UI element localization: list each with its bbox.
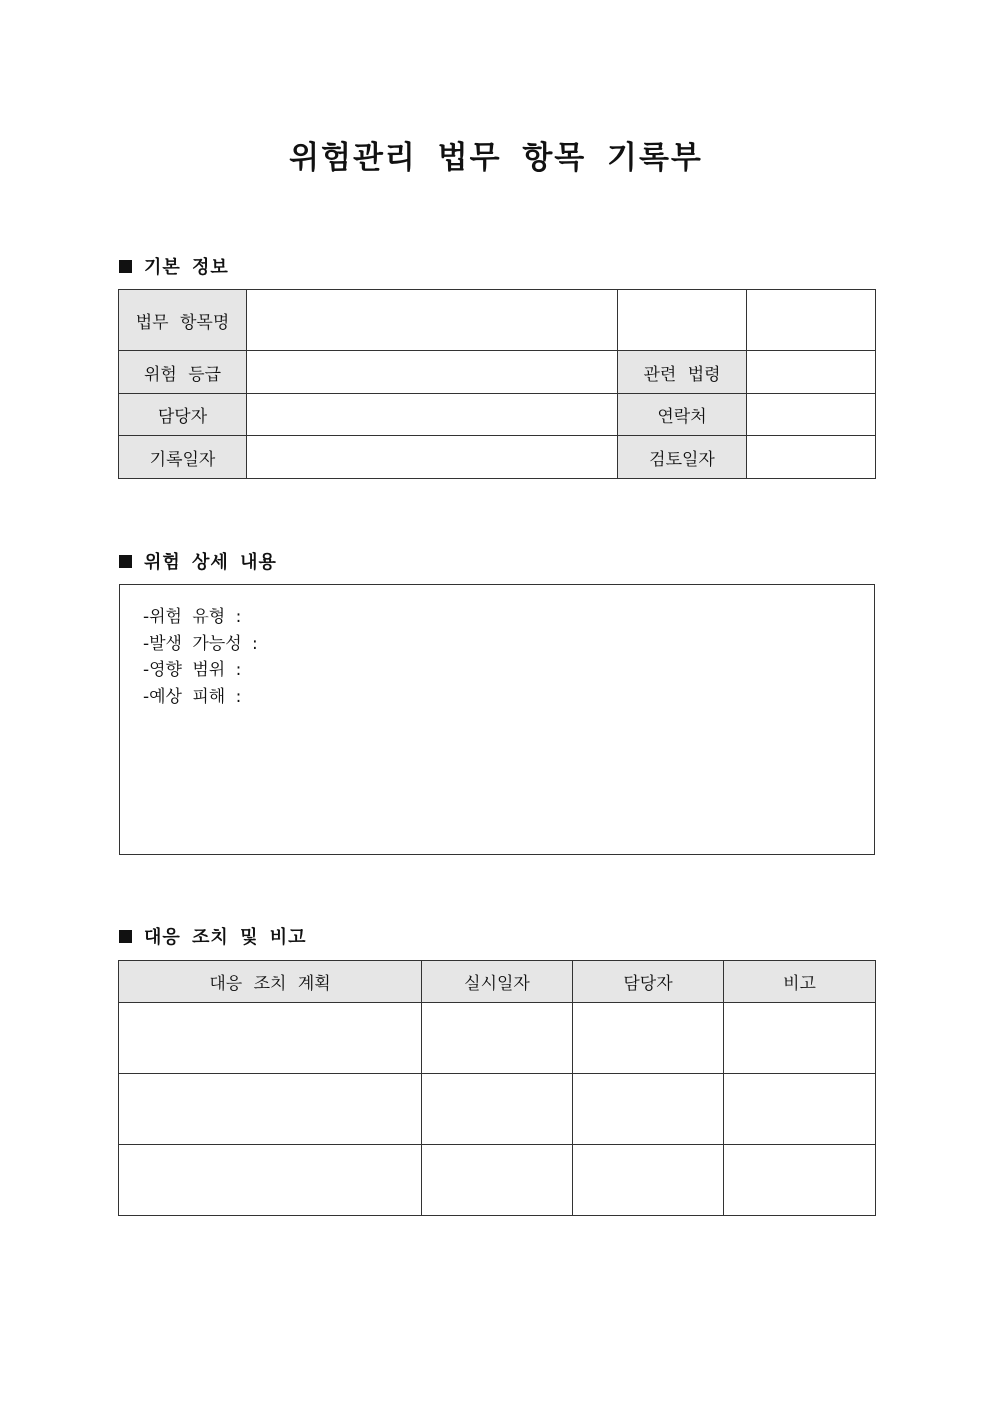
related-law-field[interactable] xyxy=(747,351,876,394)
plan-cell[interactable] xyxy=(119,1003,422,1074)
expected-damage-line: -예상 피해 : xyxy=(143,686,242,707)
column-header-plan: 대응 조치 계획 xyxy=(119,961,422,1003)
date-cell[interactable] xyxy=(422,1145,573,1216)
contact-field[interactable] xyxy=(747,394,876,436)
risk-detail-heading-text: 위험 상세 내용 xyxy=(144,552,277,573)
remarks-cell[interactable] xyxy=(724,1003,876,1074)
column-header-manager: 담당자 xyxy=(573,961,724,1003)
plan-cell[interactable] xyxy=(119,1074,422,1145)
manager-field[interactable] xyxy=(247,394,618,436)
impact-scope-line: -영향 범위 : xyxy=(143,660,242,680)
risk-detail-heading xyxy=(119,548,277,574)
square-bullet-icon xyxy=(119,260,132,273)
column-header-date: 실시일자 xyxy=(422,961,573,1003)
manager-label: 담당자 xyxy=(119,394,247,436)
risk-grade-field[interactable] xyxy=(247,351,618,394)
manager-cell[interactable] xyxy=(573,1003,724,1074)
related-law-label: 관련 법령 xyxy=(618,351,747,394)
basic-info-table xyxy=(118,289,876,479)
remarks-cell[interactable] xyxy=(724,1074,876,1145)
table-row xyxy=(119,394,876,436)
remarks-cell[interactable] xyxy=(724,1145,876,1216)
document-title: 위험관리 법무 항목 기록부 xyxy=(289,140,703,176)
risk-type-line: -위험 유형 : xyxy=(143,607,242,627)
risk-detail-box[interactable] xyxy=(119,584,875,855)
risk-detail-lines xyxy=(143,604,258,710)
extra-field-2[interactable] xyxy=(747,290,876,351)
date-cell[interactable] xyxy=(422,1074,573,1145)
risk-grade-label: 위험 등급 xyxy=(119,351,247,394)
response-heading xyxy=(119,923,307,949)
basic-info-heading xyxy=(119,253,229,279)
date-cell[interactable] xyxy=(422,1003,573,1074)
basic-info-heading-text: 기본 정보 xyxy=(144,257,229,278)
legal-item-name-label: 법무 항목명 xyxy=(119,290,247,351)
record-date-field[interactable] xyxy=(247,436,618,479)
manager-cell[interactable] xyxy=(573,1074,724,1145)
extra-field-1[interactable] xyxy=(618,290,747,351)
review-date-label: 검토일자 xyxy=(618,436,747,479)
table-row xyxy=(119,436,876,479)
square-bullet-icon xyxy=(119,555,132,568)
legal-item-name-field[interactable] xyxy=(247,290,618,351)
manager-cell[interactable] xyxy=(573,1145,724,1216)
table-row xyxy=(119,351,876,394)
table-row xyxy=(119,1074,876,1145)
square-bullet-icon xyxy=(119,930,132,943)
table-header-row xyxy=(119,961,876,1003)
record-date-label: 기록일자 xyxy=(119,436,247,479)
likelihood-line: -발생 가능성 : xyxy=(143,633,258,654)
column-header-remarks: 비고 xyxy=(724,961,876,1003)
plan-cell[interactable] xyxy=(119,1145,422,1216)
response-table xyxy=(118,960,876,1216)
table-row xyxy=(119,290,876,351)
table-row xyxy=(119,1145,876,1216)
response-heading-text: 대응 조치 및 비고 xyxy=(144,927,307,948)
review-date-field[interactable] xyxy=(747,436,876,479)
table-row xyxy=(119,1003,876,1074)
contact-label: 연락처 xyxy=(618,394,747,436)
